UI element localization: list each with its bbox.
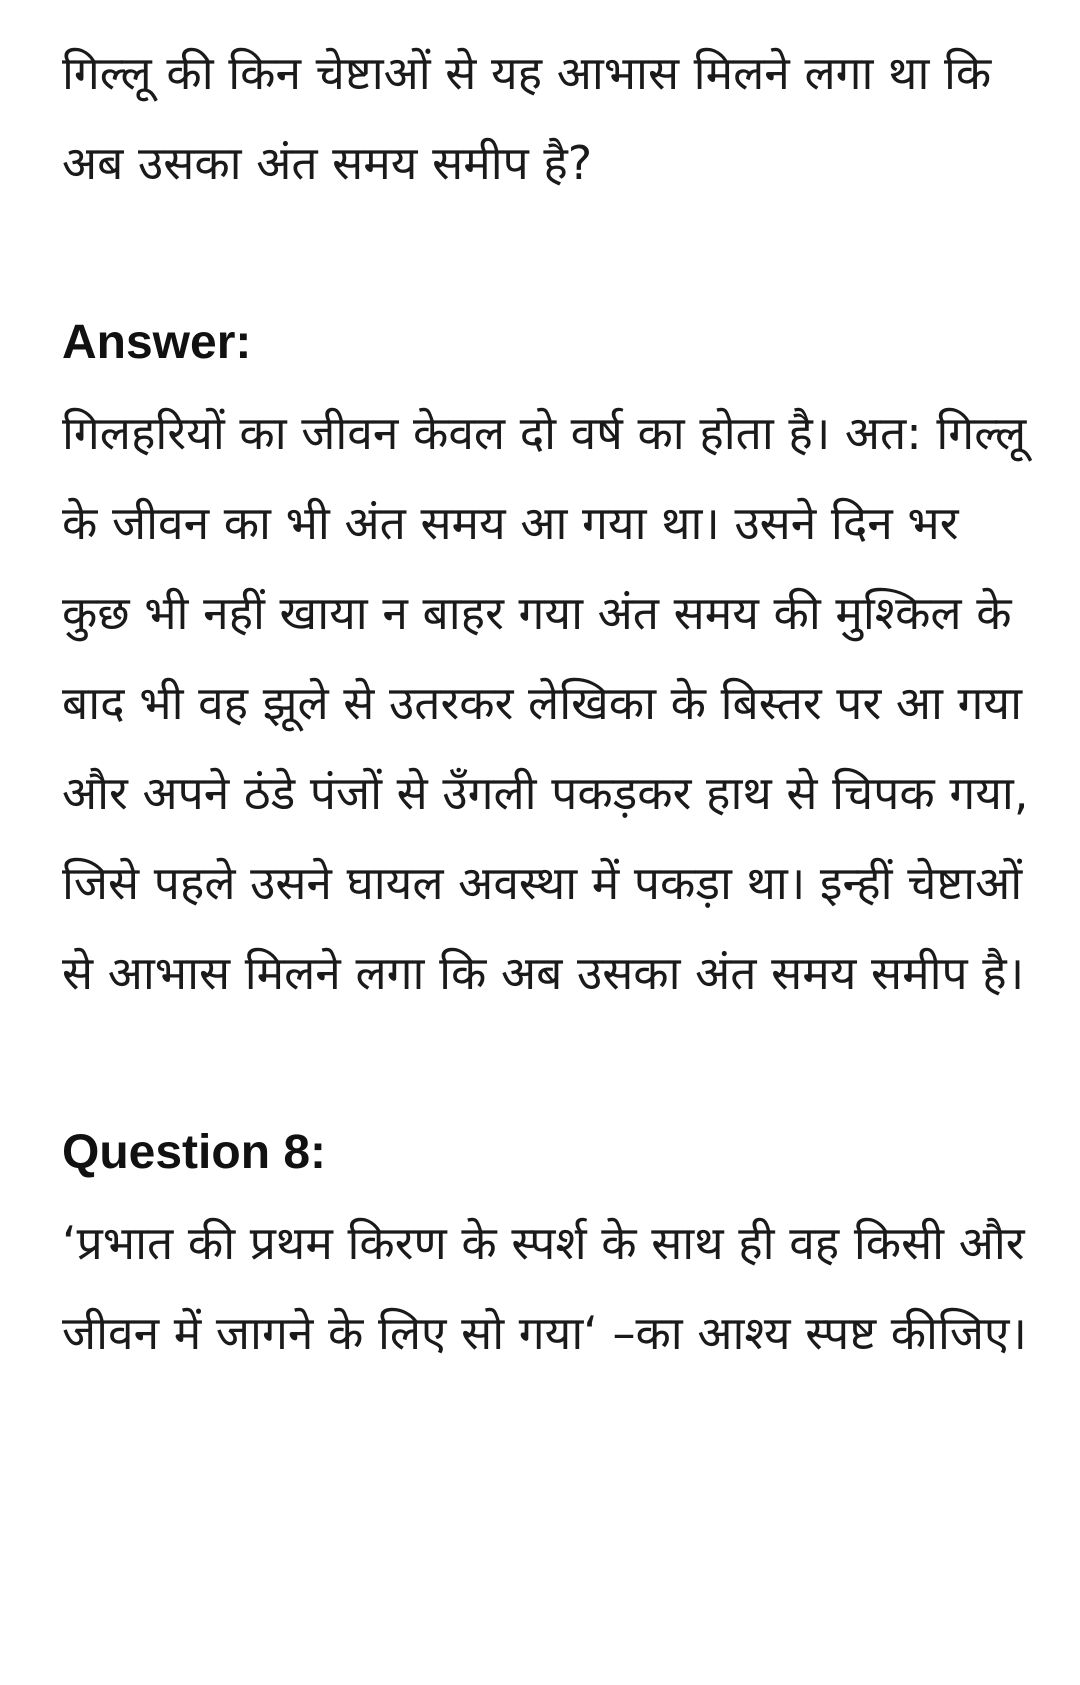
- question-8-heading: Question 8:: [62, 1126, 327, 1179]
- answer-text: गिलहरियों का जीवन केवल दो वर्ष का होता है। अत: गिल्लू के जीवन का भी अंत समय आ गया था। उसने दिन भर कुछ भी नहीं खाया न बाहर गया अंत समय की मुश्किल के बाद भी वह झूले से उतरकर लेखिका के बिस्तर पर आ गया और अपने ठंडे पंजों से उँगली पकड़कर हाथ से चिपक गया, जिसे पहले उसने घायल अवस्था में पकड़ा था। इन्हीं चेष्टाओं से आभास मिलने लगा कि अब उसका अंत समय समीप है।: [62, 406, 1029, 1000]
- question-8-text: ‘प्रभात की प्रथम किरण के स्पर्श के साथ ही वह किसी और जीवन में जागने के लिए सो गया‘ –का आश्य स्पष्ट कीजिए।: [62, 1216, 1027, 1360]
- spacer: [62, 1018, 1032, 1108]
- question-7-text: गिल्लू की किन चेष्टाओं से यह आभास मिलने लगा था कि अब उसका अंत समय समीप है?: [62, 46, 992, 190]
- document-content: [62, 28, 1032, 1378]
- spacer: [62, 208, 1032, 298]
- answer-heading: Answer:: [62, 316, 252, 369]
